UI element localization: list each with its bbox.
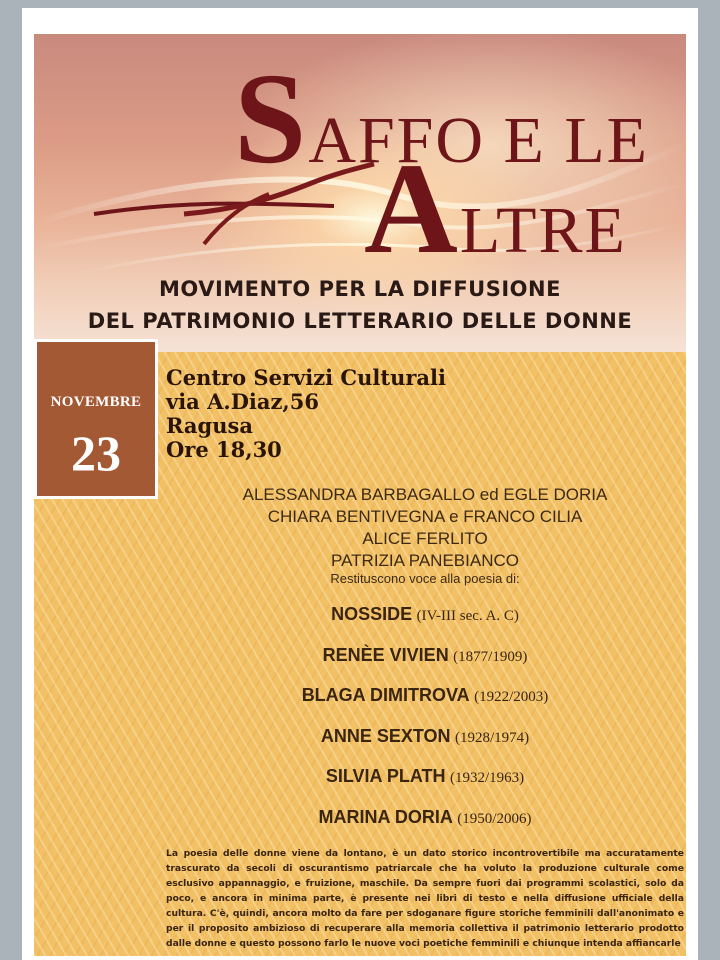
logo-line-2 (364, 137, 627, 281)
poet-dates: (1922/2003) (474, 689, 549, 705)
poet-item (180, 807, 670, 848)
poet-dates: (1877/1909) (453, 648, 528, 665)
venue-address: via A.Diaz,56 (166, 389, 319, 414)
poet-item (180, 645, 670, 686)
performer-line: PATRIZIA PANEBIANCO (331, 551, 519, 570)
venue-name: Centro Servizi Culturali (166, 365, 446, 390)
header-banner (34, 34, 686, 352)
poet-name: NOSSIDE (331, 604, 413, 624)
logo-initial-a: A (364, 137, 460, 281)
date-day: 23 (71, 425, 121, 481)
performer-line: ALESSANDRA BARBAGALLO ed EGLE DORIA (242, 485, 608, 504)
performer-line: CHIARA BENTIVEGNA e FRANCO CILIA (267, 507, 583, 526)
poet-item (180, 726, 670, 767)
poet-name: BLAGA DIMITROVA (301, 685, 470, 705)
poets-list (180, 604, 670, 847)
poet-item (180, 685, 670, 726)
poet-dates: (1932/1963) (449, 770, 525, 786)
poet-name: MARINA DORIA (318, 806, 453, 827)
event-time: Ore 18,30 (166, 437, 282, 462)
poet-item (180, 604, 670, 645)
performers-list (200, 484, 650, 572)
date-badge (34, 339, 158, 499)
date-month: NOVEMBRE (50, 394, 142, 410)
logo-initial-s: S (234, 47, 309, 191)
description-text: La poesia delle donne viene da lontano, è un dato storico incontrovertibile ma accuratamente trascurato da secoli di oscurantismo patriarcale che ha voluto la produzione culturale come esclusivo appannaggio, e fruizione, maschile. Da sempre fuori dai programmi scolastici, solo da poco, e ancora in minima parte, è presente nei libri di testo e nella diffusione ufficiale della cultura. C'è, quindi, ancora molto da fare per sdoganare figure storiche femminili dall'anonimato e per il proposito ambizioso di recuperare alla memoria collettiva il patrimonio letterario prodotto dalle donne e questo possono farlo le nuove voci poetiche femminili e chiunque intenda affiancarle (166, 848, 684, 949)
tagline-line-2: DEL PATRIMONIO LETTERARIO DELLE DONNE (87, 309, 633, 333)
poet-item (180, 766, 670, 807)
poet-dates: (IV-III sec. A. C) (416, 608, 519, 624)
poet-name: ANNE SEXTON (320, 725, 451, 746)
venue-info (166, 366, 446, 462)
poet-dates: (1950/2006) (457, 810, 532, 827)
poet-name: SILVIA PLATH (325, 766, 446, 786)
venue-city: Ragusa (166, 413, 253, 438)
tagline-line-1: MOVIMENTO PER LA DIFFUSIONE (159, 277, 561, 301)
logo-text-ltre: LTRE (459, 194, 627, 267)
poet-name: RENÈE VIVIEN (322, 644, 449, 665)
poets-intro: Restituscono voce alla poesia di: (330, 571, 520, 586)
performer-line: ALICE FERLITO (362, 529, 488, 548)
poet-dates: (1928/1974) (454, 729, 530, 746)
logo-text-affo-e-le: AFFO E LE (308, 104, 649, 177)
